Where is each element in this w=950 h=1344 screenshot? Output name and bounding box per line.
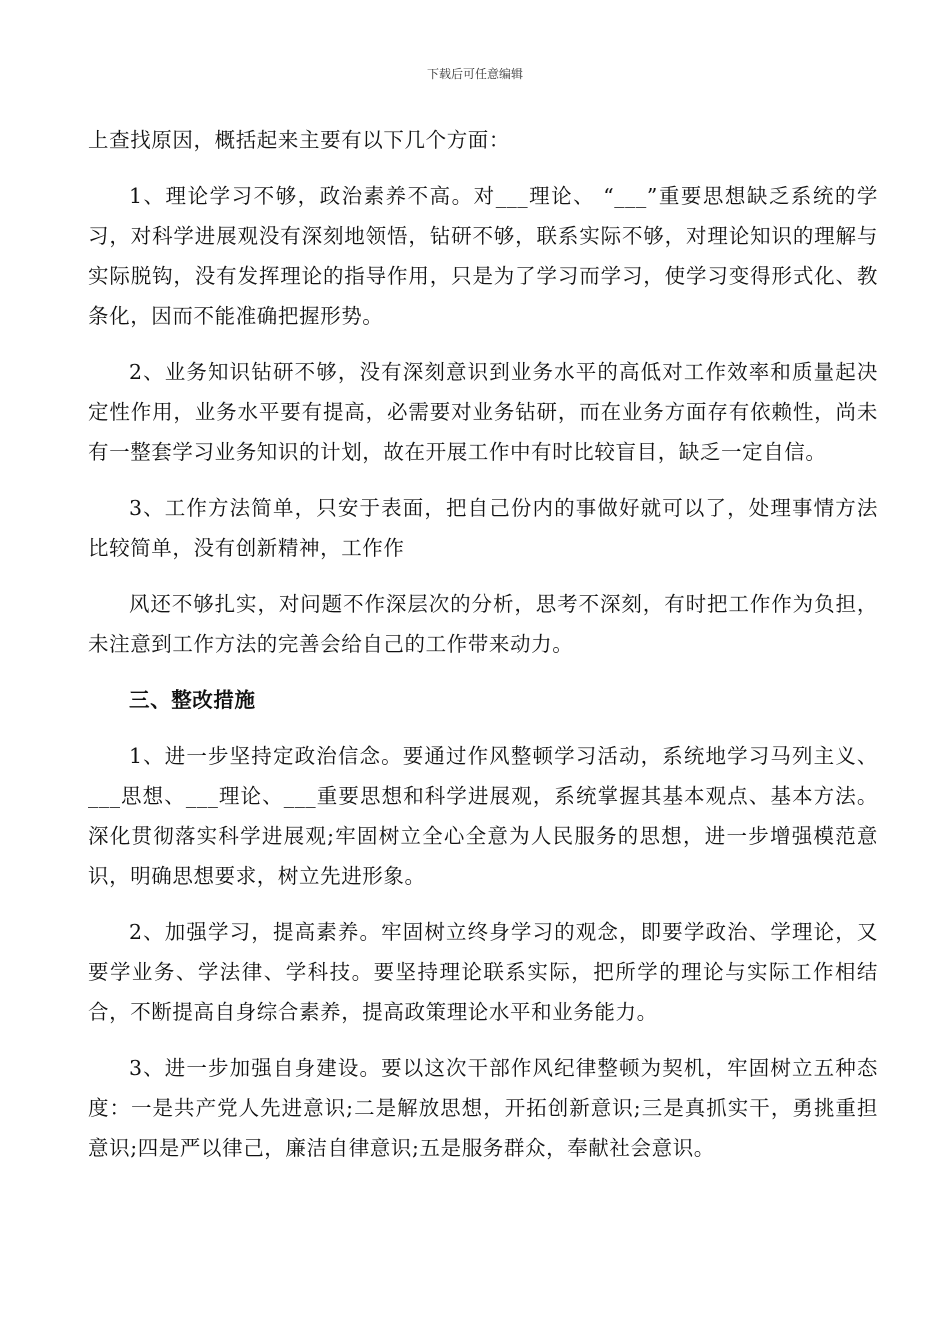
paragraph-intro: 上查找原因，概括起来主要有以下几个方面：	[88, 128, 510, 152]
paragraph-measure-2: 2、加强学习，提高素养。牢固树立终身学习的观念，即要学政治、学理论，又要学业务、学法律、学科技。要坚持理论联系实际，把所学的理论与实际工作相结合，不断提高自身综合素养，提高政策理论水平和业务能力。	[88, 920, 878, 1024]
paragraph-reason-3-continued: 风还不够扎实，对问题不作深层次的分析，思考不深刻，有时把工作作为负担，未注意到工作方法的完善会给自己的工作带来动力。	[88, 592, 878, 656]
paragraph-measure-3: 3、进一步加强自身建设。要以这次干部作风纪律整顿为契机，牢固树立五种态度：一是共产党人先进意识;二是解放思想，开拓创新意识;三是真抓实干，勇挑重担意识;四是严以律己，廉洁自律意识;五是服务群众，奉献社会意识。	[88, 1056, 878, 1160]
page-header: 下载后可任意编辑	[426, 67, 523, 81]
section-heading: 三、整改措施	[129, 688, 256, 712]
paragraph-reason-3: 3、工作方法简单，只安于表面，把自己份内的事做好就可以了，处理事情方法比较简单，没有创新精神，工作作	[88, 496, 878, 560]
paragraph-measure-1: 1、进一步坚持定政治信念。要通过作风整顿学习活动，系统地学习马列主义、___思想、___理论、___重要思想和科学进展观，系统掌握其基本观点、基本方法。深化贯彻落实科学进展观;牢固树立全心全意为人民服务的思想，进一步增强模范意识，明确思想要求，树立先进形象。	[88, 744, 878, 888]
paragraph-reason-2: 2、业务知识钻研不够，没有深刻意识到业务水平的高低对工作效率和质量起决定性作用，业务水平要有提高，必需要对业务钻研，而在业务方面存有依赖性，尚未有一整套学习业务知识的计划，故在开展工作中有时比较盲目，缺乏一定自信。	[88, 360, 878, 464]
paragraph-reason-1: 1、理论学习不够，政治素养不高。对___理论、 “___”重要思想缺乏系统的学习，对科学进展观没有深刻地领悟，钻研不够，联系实际不够，对理论知识的理解与实际脱钩，没有发挥理论的指导作用，只是为了学习而学习，使学习变得形式化、教条化，因而不能准确把握形势。	[88, 184, 878, 328]
document-body	[88, 120, 878, 1184]
